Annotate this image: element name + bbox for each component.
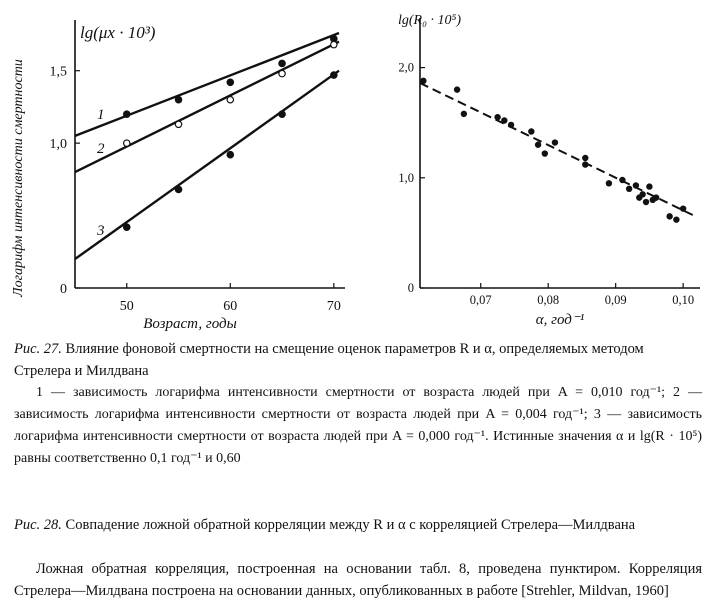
fig28-point: [606, 180, 612, 186]
fig28-point: [619, 177, 625, 183]
fig28-point: [420, 78, 426, 84]
fig28-regression-line: [420, 83, 693, 215]
fig28-x-tick-label: 0,10: [672, 293, 695, 307]
fig27-point-series-3: [175, 186, 181, 192]
fig28-point: [501, 117, 507, 123]
fig28-point: [535, 142, 541, 148]
fig28-x-tick-label: 0,07: [469, 293, 492, 307]
fig28-title: Совпадение ложной обратной корреляции между R и α с корреляцией Стрелера—Милдвана: [65, 517, 636, 533]
fig28-ylabel-top: lg(R₀ · 10⁵): [398, 13, 461, 28]
fig28-point: [542, 150, 548, 156]
fig28-point: [646, 183, 652, 189]
fig27-point-series-1: [124, 111, 130, 117]
fig27-point-series-1: [279, 60, 285, 66]
fig28-point: [582, 155, 588, 161]
fig27-curve-label-3: 3: [97, 222, 105, 239]
fig27-fit-line-1: [75, 33, 339, 136]
fig27-point-series-3: [279, 111, 285, 117]
fig27-x-tick-label: 60: [223, 299, 238, 314]
fig27-xlabel: Возраст, годы: [143, 316, 237, 332]
fig27-y-tick-label: 0: [60, 282, 67, 297]
fig28-point: [508, 122, 514, 128]
fig27-point-series-2: [227, 96, 233, 102]
fig27-legend: 1 — зависимость логарифма интенсивности смертности от возраста людей при A = 0,010 год⁻¹; 2 — зависимость логарифма интенсивности смертности от возраста людей при A = 0,004 год⁻¹; 3 — зависимость логарифма интенсивности смертности от возраста людей при A = 0,000 год⁻¹. Истинные значения α и lg(R · 10⁵) равны соответственно 0,1 год⁻¹ и 0,60: [14, 385, 702, 466]
fig27-label: Рис. 27.: [14, 341, 62, 357]
fig28-point: [552, 139, 558, 145]
fig28-point: [454, 86, 460, 92]
fig27-point-series-2: [124, 140, 130, 146]
fig27-point-series-1: [227, 79, 233, 85]
fig28-point: [633, 182, 639, 188]
fig28-point: [666, 213, 672, 219]
fig27-point-series-1: [175, 96, 181, 102]
fig27-ylabel-line1: Логарифм интенсивности смертности: [11, 59, 26, 297]
fig28-caption: [14, 514, 702, 536]
fig28-point: [528, 128, 534, 134]
fig27-fit-line-3: [75, 71, 339, 259]
fig28-point: [494, 114, 500, 120]
fig28-point: [626, 186, 632, 192]
fig27-ylabel-top: lg(μx · 10³): [80, 23, 156, 42]
fig27-point-series-2: [279, 70, 285, 76]
fig27-y-tick-label: 1,5: [49, 64, 67, 80]
fig28-point: [673, 216, 679, 222]
fig28-x-tick-label: 0,09: [604, 293, 627, 307]
fig28-point: [582, 161, 588, 167]
fig28-point: [643, 199, 649, 205]
fig27-curve-label-1: 1: [97, 107, 105, 124]
fig27-x-tick-label: 70: [326, 299, 341, 314]
fig28-label: Рис. 28.: [14, 517, 62, 533]
fig27-title: Влияние фоновой смертности на смещение оценок параметров R и α, определяемых методом Стрелера и Милдвана: [14, 341, 644, 379]
fig27-x-tick-label: 50: [119, 299, 134, 314]
fig27-point-series-3: [227, 152, 233, 158]
fig28-y-tick-label: 1,0: [398, 170, 414, 185]
fig27-fit-line-2: [75, 42, 339, 172]
fig27-point-series-3: [124, 224, 130, 230]
chart-fig28: [398, 13, 700, 328]
fig27-curve-label-2: 2: [97, 140, 105, 157]
fig28-note: Ложная обратная корреляция, построенная на основании табл. 8, проведена пунктиром. Корреляция Стрелера—Милдвана построена на основании данных, опубликованных в работе [Strehler, Mildvan, 1960]: [14, 561, 702, 599]
fig28-x-tick-label: 0,08: [537, 293, 560, 307]
fig28-point: [680, 205, 686, 211]
fig28-xlabel: α, год⁻¹: [535, 312, 585, 328]
fig27-point-series-2: [331, 41, 337, 47]
fig27-y-tick-label: 1,0: [49, 137, 67, 153]
fig27-point-series-2: [175, 121, 181, 127]
fig28-point: [639, 191, 645, 197]
fig28-y-tick-label: 0: [407, 281, 414, 295]
fig27-point-series-3: [331, 72, 337, 78]
fig28-point: [653, 194, 659, 200]
fig28-point: [461, 111, 467, 117]
fig28-y-tick-label: 2,0: [398, 60, 414, 75]
fig27-caption: [14, 338, 702, 382]
chart-fig27: [11, 20, 345, 332]
